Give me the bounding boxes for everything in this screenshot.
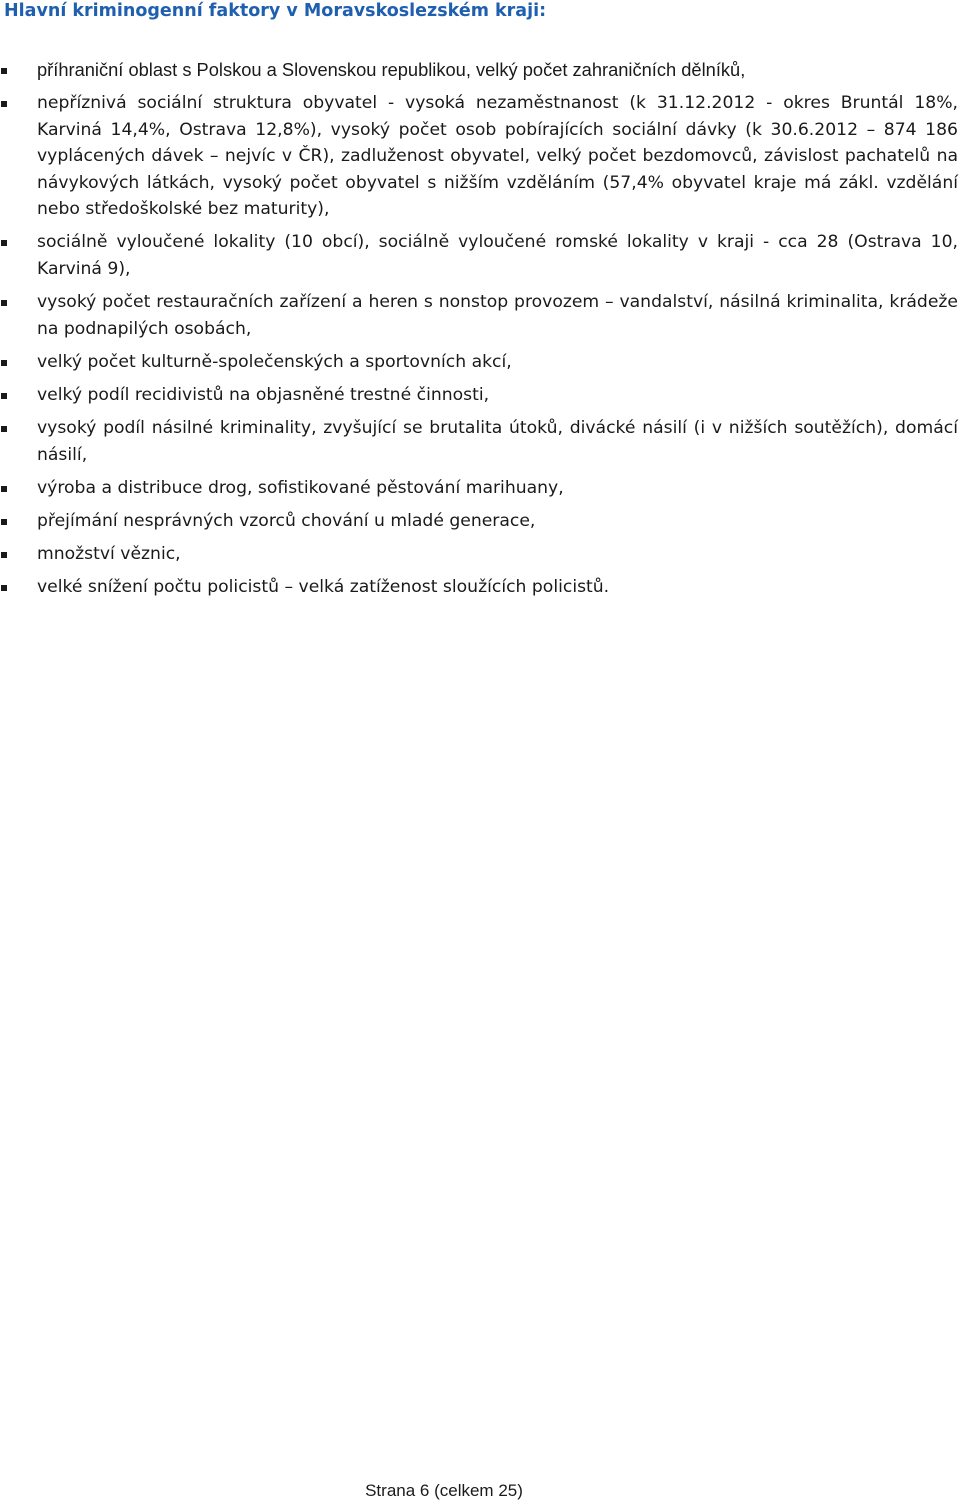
list-item-text: vysoký podíl násilné kriminality, zvyšující se brutalita útoků, divácké násilí (i v nižších soutěžích), domácí násilí, [37,418,958,465]
kriminogenni-faktory-list [0,57,960,608]
list-item-text: velký počet kulturně-společenských a sportovních akcí, [37,351,512,372]
list-item [0,508,960,535]
square-bullet-icon [1,552,7,558]
list-item [0,415,960,468]
square-bullet-icon [1,240,7,246]
list-item-text: vysoký počet restauračních zařízení a heren s nonstop provozem – vandalství, násilná kriminalita, krádeže na podnapilých osobách, [37,292,958,339]
list-item [0,382,960,409]
square-bullet-icon [1,519,7,525]
list-item [0,57,960,84]
square-bullet-icon [1,585,7,591]
list-item [0,475,960,502]
list-item-text: výroba a distribuce drog, sofistikované pěstování marihuany, [37,477,564,498]
page-title: Hlavní kriminogenní faktory v Moravskoslezském kraji: [4,1,547,21]
page-footer: Strana 6 (celkem 25) [365,1481,523,1500]
list-item-text: velký podíl recidivistů na objasněné trestné činnosti, [37,384,490,405]
list-item [0,349,960,376]
list-item [0,229,960,282]
list-item-text: velké snížení počtu policistů – velká zatíženost sloužících policistů. [37,577,610,598]
list-item-text: sociálně vyloučené lokality (10 obcí), sociálně vyloučené romské lokality v kraji - cca 28 (Ostrava 10, Karviná 9), [37,232,958,279]
list-item-text: příhraniční oblast s Polskou a Slovenskou republikou, velký počet zahraničních dělníků, [37,59,746,80]
square-bullet-icon [1,393,7,399]
list-item-text: množství věznic, [37,544,181,565]
list-item [0,90,960,223]
list-item-text: nepříznivá sociální struktura obyvatel - vysoká nezaměstnanost (k 31.12.2012 - okres Bruntál 18%, Karviná 14,4%, Ostrava 12,8%), vysoký počet osob pobírajících sociální dávky (k 30.6.2012 – 874 186 vyplácených dávek – nejvíc v ČR), zadluženost obyvatel, velký počet bezdomovců, závislost pachatelů na návykových látkách, vysoký počet obyvatel s nižším vzděláním (57,4% obyvatel kraje má zákl. vzdělání nebo středoškolské bez maturity), [37,93,958,220]
square-bullet-icon [1,300,7,306]
list-item [0,289,960,342]
list-item [0,574,960,601]
square-bullet-icon [1,360,7,366]
square-bullet-icon [1,68,7,74]
square-bullet-icon [1,426,7,432]
list-item-text: přejímání nesprávných vzorců chování u mladé generace, [37,511,536,531]
square-bullet-icon [1,101,7,107]
square-bullet-icon [1,486,7,492]
list-item [0,541,960,568]
